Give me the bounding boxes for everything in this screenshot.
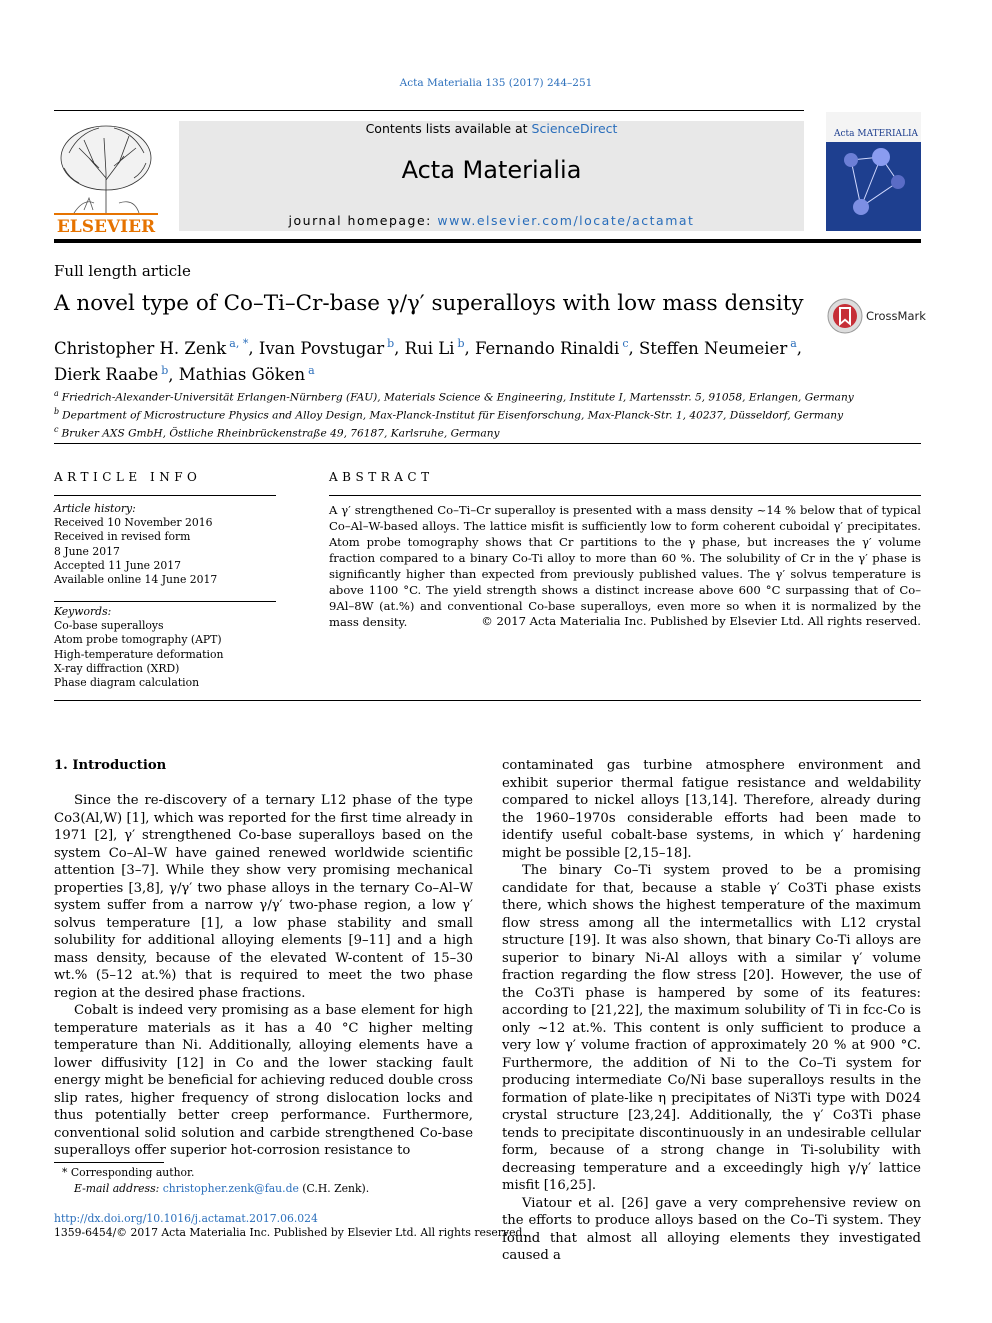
affiliation-text: Bruker AXS GmbH, Östliche Rheinbrückenstraße 49, 76187, Karlsruhe, Germany (61, 427, 500, 440)
author-list: Christopher H. Zenk $^{a, *}$, Ivan Povstugar $^b$, Rui Li $^b$, Fernando Rinaldi $^c$, Steffen Neumeier $^a$, Dierk Raabe $^b$, Mathias Göken $^a$ (54, 337, 803, 384)
article-type: Full length article (54, 262, 191, 280)
abstract-rule (329, 495, 921, 496)
author-affiliation-marker[interactable]: a, * (229, 337, 249, 350)
author (405, 339, 465, 358)
body-paragraph: contaminated gas turbine atmosphere environment and exhibit superior thermal fatigue resistance and weldability compared to nickel alloys [13,14]. Therefore, already during the 1960–1970s considerable efforts had been made to identify useful cobalt-base systems, in which γ′ hardening might be possible [2,15–18]. (502, 758, 921, 861)
history-item: 8 June 2017 (54, 544, 120, 558)
abstract-heading: ABSTRACT (329, 470, 434, 484)
affiliation-text: Department of Microstructure Physics and Alloy Design, Max-Planck-Institut für Eisenforschung, Max-Planck-Str. 1, 40237, Düsseldorf, Germany (62, 409, 844, 422)
email-line (54, 1181, 474, 1197)
issn-copyright: 1359-6454/© 2017 Acta Materialia Inc. Published by Elsevier Ltd. All rights reserved. (54, 1226, 526, 1239)
author-affiliation-marker[interactable]: b (161, 363, 169, 377)
keyword-item: Atom probe tomography (APT) (54, 633, 222, 647)
elsevier-logo (54, 118, 158, 236)
author-name: Rui Li (404, 338, 455, 358)
affiliation-text: Friedrich-Alexander-Universität Erlangen-Nürnberg (FAU), Materials Science & Engineering, Institute I, Martensstr. 5, 91058, Erlangen, Germany (61, 391, 854, 404)
article-info-heading: ARTICLE INFO (54, 470, 202, 484)
author (54, 365, 168, 384)
body-paragraph: Since the re-discovery of a ternary L12 phase of the type Co3(Al,W) [1], which was reported for the first time already in 1971 [2], γ′ strengthened Co-base superalloys based on the system Co–Al–W have gained renewed worldwide scientific attention [3–7]. While they show very promising mechanical properties [3,8], γ/γ′ two phase alloys in the ternary Co–Al–W system suffer from a narrow γ/γ′ two-phase region, a low γ′ solvus temperature [1], a low phase stability and small solubility for additional alloying elements [9–11] and a high mass density, because of the elevated W-content of 15–30 wt.% (5–12 at.%) that is required to meet the two phase region at the desired phase fractions. (54, 793, 473, 1001)
abstract-copyright: © 2017 Acta Materialia Inc. Published by Elsevier Ltd. All rights reserved. (481, 614, 921, 628)
keyword-items (54, 619, 276, 690)
affiliation-marker: c (54, 425, 59, 435)
crossmark-label: CrossMark (866, 309, 926, 323)
body-paragraph: Cobalt is indeed very promising as a base element for high temperature materials as it has a 40 °C higher melting temperature than Ni. Additionally, alloying elements have a lower diffusivity [12] in Co and the lower stacking fault energy might be beneficial for achieving reduced double cross slip rates, higher frequency of strong dislocation locks and thus potentially better creep performance. Furthermore, conventional solid solution and carbide strengthened Co-base superalloys offer superior hot-corrosion resistance to (54, 1003, 473, 1158)
body-column-left (54, 792, 473, 1160)
elsevier-wordmark: ELSEVIER (56, 217, 156, 236)
history-item: Available online 14 June 2017 (54, 573, 218, 587)
affiliation-marker: a (54, 389, 59, 398)
author-affiliation-marker[interactable]: c (622, 337, 629, 350)
sciencedirect-link[interactable]: ScienceDirect (531, 121, 618, 136)
affiliation-marker: b (54, 407, 60, 417)
author-affiliation-marker[interactable]: b (387, 337, 395, 350)
affiliation (54, 423, 914, 441)
header-thick-rule (54, 239, 921, 243)
email-label: E-mail address: (74, 1181, 163, 1195)
homepage-line (179, 213, 804, 228)
keywords-rule (54, 601, 276, 602)
section-rule (54, 443, 921, 444)
email-link[interactable]: christopher.zenk@fau.de (162, 1181, 299, 1195)
author-name: Fernando Rinaldi (475, 338, 620, 358)
keyword-item: Co-base superalloys (54, 619, 164, 633)
history-item: Received 10 November 2016 (54, 516, 213, 530)
footnote-rule (54, 1162, 164, 1163)
journal-citation[interactable]: Acta Materialia 135 (2017) 244–251 (399, 77, 593, 89)
author (639, 339, 797, 358)
author (179, 365, 315, 384)
header-rule (54, 110, 804, 111)
homepage-link[interactable]: www.elsevier.com/locate/actamat (437, 213, 695, 228)
email-suffix: (C.H. Zenk). (298, 1181, 370, 1195)
body-column-right (502, 757, 921, 1265)
journal-cover-image (826, 112, 921, 231)
author-affiliation-marker[interactable]: a (308, 363, 315, 377)
doi-link[interactable]: http://dx.doi.org/10.1016/j.actamat.2017.06.024 (54, 1212, 318, 1225)
crossmark-button[interactable] (826, 297, 926, 335)
body-paragraph: Viatour et al. [26] gave a very comprehensive review on the efforts to produce alloys based on the Co–Ti system. They found that almost all alloying elements they investigated caused a (502, 1195, 921, 1263)
affiliation (54, 387, 914, 405)
keywords-label: Keywords: (54, 605, 112, 618)
history-item: Received in revised form (54, 530, 191, 544)
author-name: Steffen Neumeier (638, 338, 788, 358)
footnote (54, 1165, 474, 1196)
author-name: Dierk Raabe (54, 365, 159, 384)
abstract-text: A γ′ strengthened Co–Ti–Cr superalloy is presented with a mass density ~14 % below that of typical Co–Al–W-based alloys. The lattice misfit is sufficiently low to form coherent cuboidal γ′ precipitates. Atom probe tomography shows that Cr partitions to the γ phase, but increases the γ′ volume fraction compared to a binary Co-Ti alloy to more than 60 %. The solubility of Cr in the γ′ phase is significantly higher than expected from previously published values. The γ′ solvus temperature is above 1100 °C. The yield strength shows a distinct increase above 600 °C surpassing that of Co–9Al–8W (at.%) and conventional Co-base superalloys, even more so when it is normalized by the mass density. (329, 503, 921, 629)
section-heading-introduction: 1. Introduction (54, 758, 167, 773)
crossmark-icon (826, 297, 864, 335)
homepage-prefix: journal homepage: (288, 213, 438, 228)
history-label: Article history: (54, 502, 136, 515)
body-paragraph: The binary Co–Ti system proved to be a promising candidate for that, because a stable γ′ Co3Ti phase exists there, which shows the highest temperature of the maximum flow stress among all the intermetallics with L12 crystal structure [19]. It was also shown, that binary Co-Ti alloys are superior to binary Ni-Al alloys with a similar γ′ volume fraction regarding the flow stress [20]. However, the use of the Co3Ti phase is hampered by some of its features: according to [21,22], the maximum solubility of Ti in fcc-Co is only ~12 at.%. This content is only sufficient to produce a very low γ′ volume fraction of approximately 20 % at 900 °C. Furthermore, the addition of Ni to the Co–Ti system for producing intermediate Co/Ni base superalloys results in the formation of plate-like η precipitates of Ni3Ti type with D024 crystal structure [23,24]. Additionally, the γ′ Co3Ti phase tends to precipitate discontinuously in an undesirable cellular form, because of a strong change in Ti-solubility with decreasing temperature and a exceedingly high γ/γ′ lattice misfit [16,25]. (502, 863, 921, 1193)
author-name: Ivan Povstugar (258, 338, 385, 358)
article-history (54, 502, 276, 587)
author-name: Christopher H. Zenk (54, 338, 227, 358)
article-info-rule (54, 495, 276, 496)
keywords (54, 605, 276, 690)
author (475, 339, 628, 358)
contents-prefix: Contents lists available at (365, 121, 532, 136)
keyword-item: High-temperature deformation (54, 647, 224, 661)
history-item: Accepted 11 June 2017 (54, 558, 181, 572)
author-affiliation-marker[interactable]: a (790, 337, 797, 350)
article-title: A novel type of Co–Ti–Cr-base γ/γ′ superalloys with low mass density (54, 291, 804, 316)
author (54, 339, 248, 358)
history-items (54, 516, 276, 587)
author-affiliation-marker[interactable]: b (457, 337, 465, 350)
contents-line (179, 121, 804, 136)
keyword-item: X-ray diffraction (XRD) (54, 661, 180, 675)
corresponding-author-note: * Corresponding author. (62, 1166, 195, 1179)
author-name: Mathias Göken (178, 365, 306, 384)
cover-title: Acta MATERIALIA (834, 129, 919, 139)
journal-name: Acta Materialia (401, 156, 582, 184)
affiliation-list (54, 387, 914, 441)
keyword-item: Phase diagram calculation (54, 676, 200, 690)
abstract-bottom-rule (54, 700, 921, 701)
author (259, 339, 394, 358)
affiliation (54, 405, 914, 423)
